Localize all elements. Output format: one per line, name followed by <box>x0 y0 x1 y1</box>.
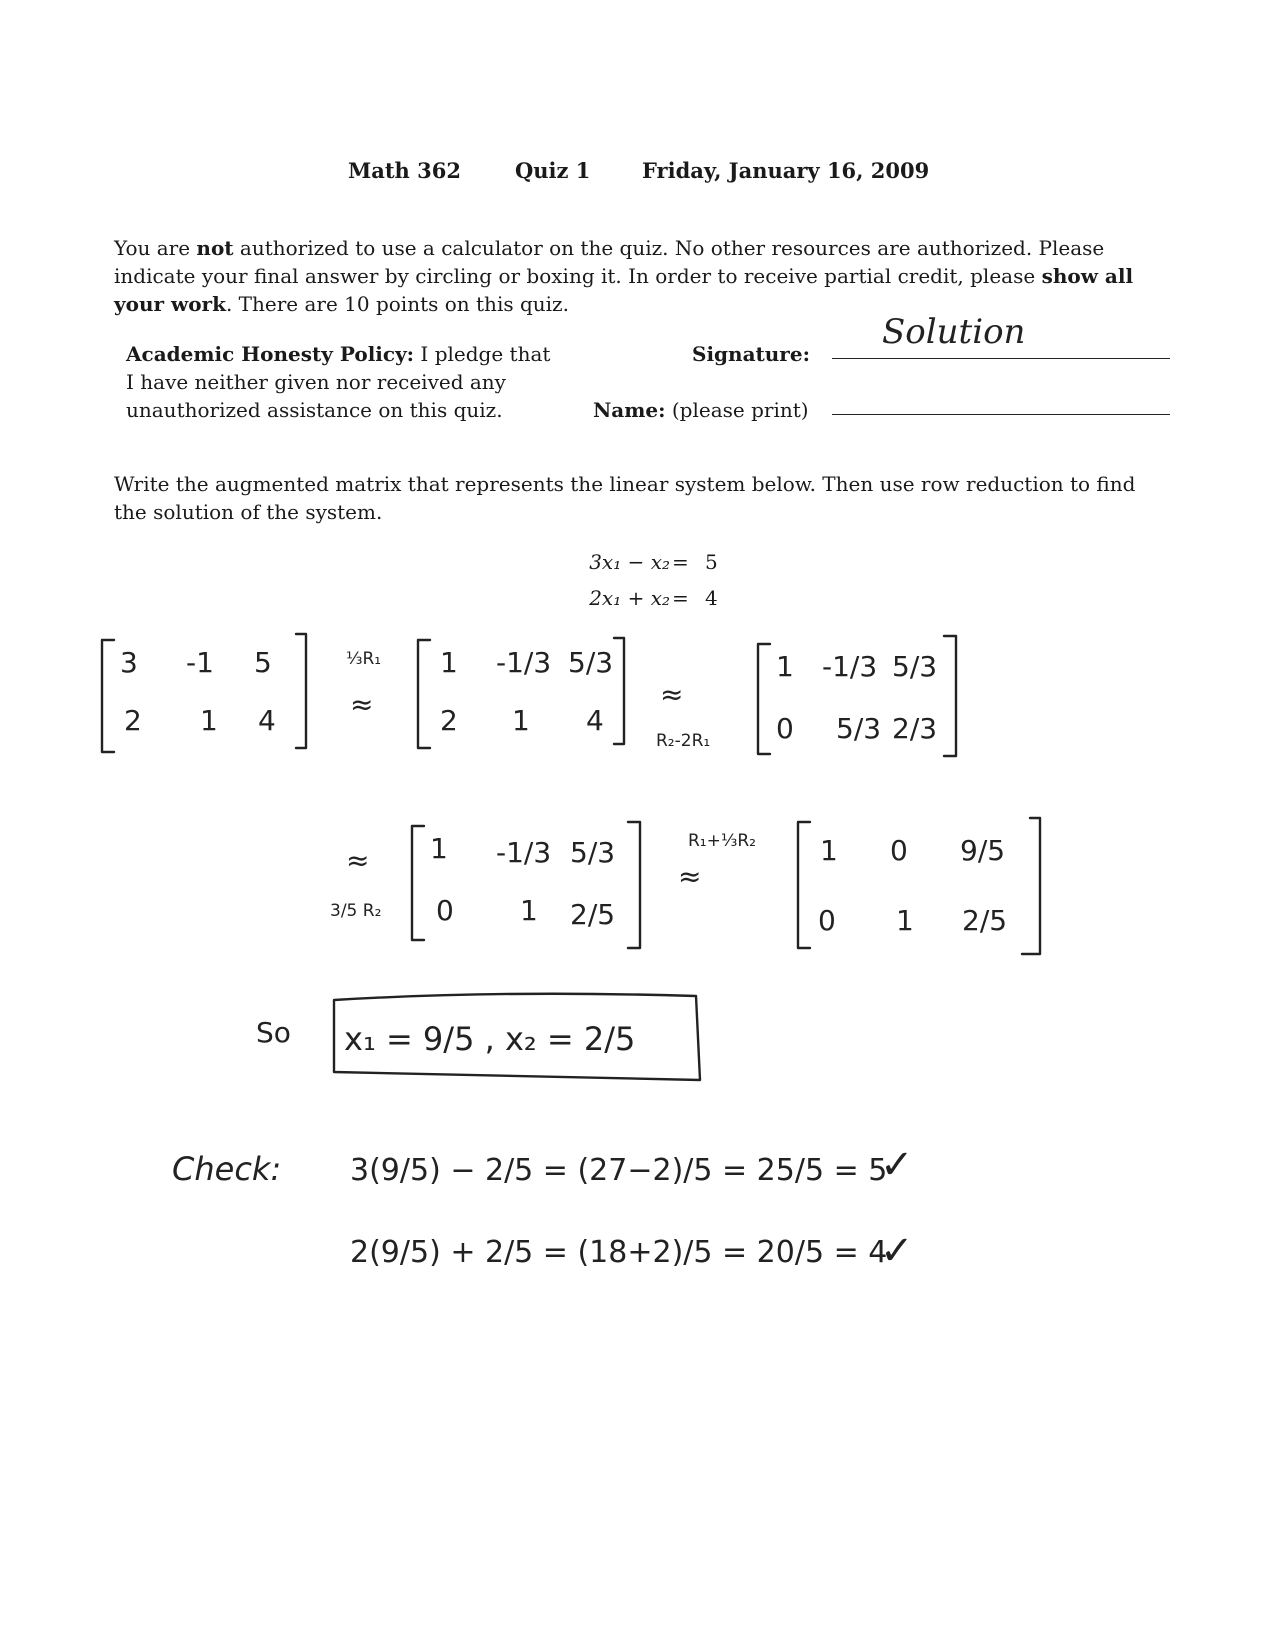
signature-value[interactable]: Solution <box>882 312 1026 352</box>
m5-cell: 1 <box>820 834 838 867</box>
matrix-4-left-bracket <box>412 826 424 940</box>
matrix-1 <box>102 634 306 752</box>
quiz-date: Friday, January 16, 2009 <box>642 158 930 183</box>
m1-cell: 5 <box>254 646 272 679</box>
m1-cell: -1 <box>186 646 214 679</box>
row-op-4: R₁+⅓R₂ <box>688 831 756 851</box>
check-line-1: 3(9/5) − 2/5 = (27−2)/5 = 25/5 = 5 <box>350 1153 888 1188</box>
so-label: So <box>256 1016 291 1049</box>
m2-cell: 2 <box>440 704 458 737</box>
m2-cell: 5/3 <box>568 646 614 679</box>
matrix-2 <box>418 638 624 748</box>
row-op-2: R₂-2R₁ <box>656 731 711 751</box>
instructions-show-work: show all your work <box>114 264 1134 316</box>
final-answer: x₁ = 9/5 , x₂ = 2/5 <box>344 1020 636 1058</box>
instructions-part3: . There are 10 points on this quiz. <box>225 292 569 316</box>
signature-label: Signature: <box>692 342 810 366</box>
equation-1-equals: = <box>672 550 689 574</box>
m4-cell: 2/5 <box>570 898 616 931</box>
m5-cell: 0 <box>890 834 908 867</box>
matrix-5-right-bracket <box>1022 818 1040 954</box>
m2-cell: -1/3 <box>496 646 552 679</box>
m4-cell: 5/3 <box>570 836 616 869</box>
approx-2: ≈ <box>660 678 684 711</box>
m2-cell: 4 <box>586 704 604 737</box>
quiz-number: Quiz 1 <box>515 158 591 183</box>
checkmark-2: ✓ <box>880 1228 914 1274</box>
m1-cell: 4 <box>258 704 276 737</box>
check-label: Check: <box>172 1150 282 1188</box>
honesty-label: Academic Honesty Policy: <box>126 342 415 366</box>
instructions-part1: You are <box>114 236 197 260</box>
m3-cell: 2/3 <box>892 712 938 745</box>
equation-2-rhs: 4 <box>705 586 718 610</box>
name-label: Name: <box>593 398 666 422</box>
matrix-5-left-bracket <box>798 822 810 948</box>
m3-cell: 5/3 <box>892 650 938 683</box>
instructions-not: not <box>196 236 234 260</box>
matrix-2-left-bracket <box>418 640 430 748</box>
name-hint: (please print) <box>671 398 809 422</box>
equation-1-rhs: 5 <box>705 550 718 574</box>
equation-2-equals: = <box>672 586 689 610</box>
row-op-3: 3/5 R₂ <box>330 901 382 921</box>
m4-cell: 1 <box>520 894 538 927</box>
approx-1: ≈ <box>350 688 374 721</box>
m5-cell: 0 <box>818 904 836 937</box>
m1-cell: 2 <box>124 704 142 737</box>
matrix-3-left-bracket <box>758 644 770 754</box>
row-op-1: ⅓R₁ <box>346 649 382 669</box>
m1-cell: 1 <box>200 704 218 737</box>
m3-cell: 0 <box>776 712 794 745</box>
course-title: Math 362 <box>348 158 461 183</box>
m4-cell: -1/3 <box>496 836 552 869</box>
m2-cell: 1 <box>440 646 458 679</box>
m1-cell: 3 <box>120 646 138 679</box>
m4-cell: 1 <box>430 832 448 865</box>
matrix-5 <box>798 818 1040 954</box>
m3-cell: 5/3 <box>836 712 882 745</box>
m4-cell: 0 <box>436 894 454 927</box>
m3-cell: -1/3 <box>822 650 878 683</box>
matrix-4 <box>412 822 640 948</box>
matrix-4-right-bracket <box>628 822 640 948</box>
matrix-1-left-bracket <box>102 640 114 752</box>
matrix-1-right-bracket <box>296 634 306 748</box>
equation-1-lhs: 3x₁ − x₂ <box>589 550 670 574</box>
matrix-3-right-bracket <box>944 636 956 756</box>
honesty-text: I pledge that I have neither given nor received any unauthorized assistance on this quiz. <box>126 342 551 422</box>
approx-3: ≈ <box>346 844 370 877</box>
approx-4: ≈ <box>678 860 702 893</box>
problem-text: Write the augmented matrix that represents the linear system below. Then use row reduction to find the solution of the system. <box>114 472 1136 524</box>
m5-cell: 2/5 <box>962 904 1008 937</box>
equation-2-lhs: 2x₁ + x₂ <box>589 586 670 610</box>
m3-cell: 1 <box>776 650 794 683</box>
instructions-part2: authorized to use a calculator on the quiz. No other resources are authorized. Please indicate your final answer by circling or boxing it. In order to receive partial credit, please <box>114 236 1105 288</box>
m2-cell: 1 <box>512 704 530 737</box>
m5-cell: 9/5 <box>960 834 1006 867</box>
check-line-2: 2(9/5) + 2/5 = (18+2)/5 = 20/5 = 4 <box>350 1235 888 1270</box>
m5-cell: 1 <box>896 904 914 937</box>
matrix-3 <box>758 636 956 756</box>
matrix-2-right-bracket <box>614 638 624 744</box>
checkmark-1: ✓ <box>880 1142 914 1188</box>
